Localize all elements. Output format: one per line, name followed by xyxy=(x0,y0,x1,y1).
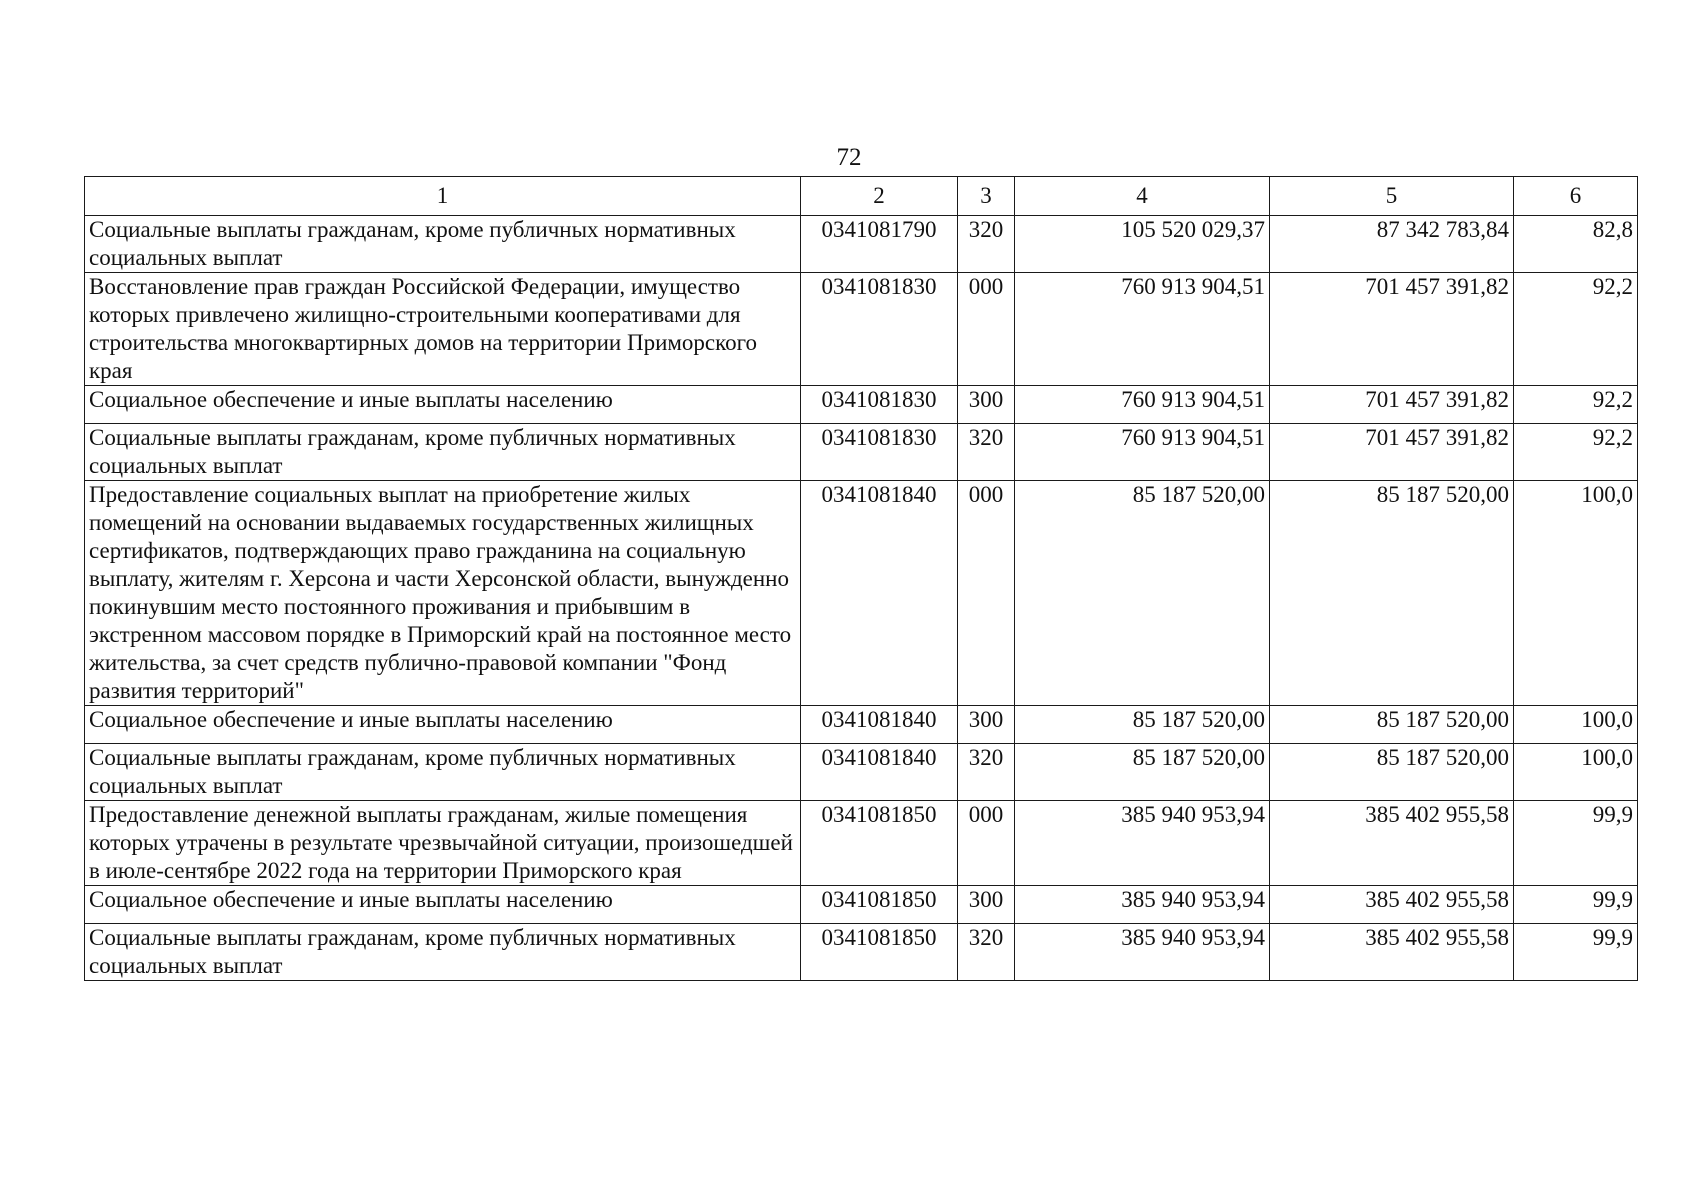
row-percent-cell: 92,2 xyxy=(1514,424,1638,481)
row-code-cell: 0341081830 xyxy=(801,386,958,424)
report-table xyxy=(84,176,1638,981)
row-name-cell: Социальные выплаты гражданам, кроме публичных нормативных социальных выплат xyxy=(85,424,801,481)
row-code-cell: 0341081830 xyxy=(801,273,958,386)
row-name-cell: Социальные выплаты гражданам, кроме публичных нормативных социальных выплат xyxy=(85,744,801,801)
row-plan-amount-cell: 105 520 029,37 xyxy=(1015,216,1270,273)
row-fact-amount-cell: 85 187 520,00 xyxy=(1270,481,1514,706)
row-percent-cell: 99,9 xyxy=(1514,886,1638,924)
page-number: 72 xyxy=(836,144,862,171)
row-plan-amount-cell: 85 187 520,00 xyxy=(1015,481,1270,706)
column-header-fact: 5 xyxy=(1270,177,1514,216)
table-row xyxy=(85,424,1638,481)
row-fact-amount-cell: 701 457 391,82 xyxy=(1270,273,1514,386)
row-name-cell: Социальное обеспечение и иные выплаты населению xyxy=(85,386,801,424)
table-row xyxy=(85,801,1638,886)
row-fact-amount-cell: 85 187 520,00 xyxy=(1270,744,1514,801)
row-plan-amount-cell: 385 940 953,94 xyxy=(1015,924,1270,981)
column-header-plan: 4 xyxy=(1015,177,1270,216)
row-code-cell: 0341081840 xyxy=(801,481,958,706)
row-fact-amount-cell: 87 342 783,84 xyxy=(1270,216,1514,273)
row-kvr-cell: 300 xyxy=(958,706,1015,744)
row-plan-amount-cell: 85 187 520,00 xyxy=(1015,706,1270,744)
table-row xyxy=(85,386,1638,424)
row-name-cell: Предоставление социальных выплат на приобретение жилых помещений на основании выдаваемых государственных жилищных сертификатов, подтверждающих право гражданина на социальную выплату, жителям г. Херсона и части Херсонской области, вынужденно покинувшим место постоянного проживания и прибывшим в экстренном массовом порядке в Приморский край на постоянное место жительства, за счет средств публично-правовой компании "Фонд развития территорий" xyxy=(85,481,801,706)
row-name-cell: Предоставление денежной выплаты гражданам, жилые помещения которых утрачены в результате чрезвычайной ситуации, произошедшей в июле-сентябре 2022 года на территории Приморского края xyxy=(85,801,801,886)
row-fact-amount-cell: 385 402 955,58 xyxy=(1270,924,1514,981)
row-kvr-cell: 320 xyxy=(958,424,1015,481)
row-fact-amount-cell: 701 457 391,82 xyxy=(1270,424,1514,481)
row-fact-amount-cell: 385 402 955,58 xyxy=(1270,886,1514,924)
table-row xyxy=(85,481,1638,706)
row-code-cell: 0341081840 xyxy=(801,706,958,744)
table-row xyxy=(85,924,1638,981)
row-plan-amount-cell: 760 913 904,51 xyxy=(1015,424,1270,481)
row-code-cell: 0341081840 xyxy=(801,744,958,801)
row-code-cell: 0341081790 xyxy=(801,216,958,273)
row-kvr-cell: 000 xyxy=(958,801,1015,886)
row-kvr-cell: 320 xyxy=(958,924,1015,981)
row-code-cell: 0341081850 xyxy=(801,886,958,924)
row-name-cell: Социальное обеспечение и иные выплаты населению xyxy=(85,706,801,744)
row-percent-cell: 92,2 xyxy=(1514,386,1638,424)
row-plan-amount-cell: 385 940 953,94 xyxy=(1015,801,1270,886)
row-percent-cell: 99,9 xyxy=(1514,924,1638,981)
row-name-cell: Социальные выплаты гражданам, кроме публичных нормативных социальных выплат xyxy=(85,216,801,273)
row-kvr-cell: 300 xyxy=(958,386,1015,424)
row-name-cell: Восстановление прав граждан Российской Федерации, имущество которых привлечено жилищно-строительными кооперативами для строительства многоквартирных домов на территории Приморского края xyxy=(85,273,801,386)
row-name-cell: Социальное обеспечение и иные выплаты населению xyxy=(85,886,801,924)
row-plan-amount-cell: 760 913 904,51 xyxy=(1015,386,1270,424)
column-header-code: 2 xyxy=(801,177,958,216)
row-kvr-cell: 000 xyxy=(958,273,1015,386)
row-percent-cell: 100,0 xyxy=(1514,744,1638,801)
row-plan-amount-cell: 760 913 904,51 xyxy=(1015,273,1270,386)
table-row xyxy=(85,744,1638,801)
row-percent-cell: 82,8 xyxy=(1514,216,1638,273)
row-code-cell: 0341081850 xyxy=(801,924,958,981)
row-plan-amount-cell: 85 187 520,00 xyxy=(1015,744,1270,801)
row-fact-amount-cell: 701 457 391,82 xyxy=(1270,386,1514,424)
column-header-name: 1 xyxy=(85,177,801,216)
column-header-kvr: 3 xyxy=(958,177,1015,216)
row-kvr-cell: 320 xyxy=(958,744,1015,801)
column-number-row xyxy=(85,177,1638,216)
table-row xyxy=(85,216,1638,273)
table-row xyxy=(85,273,1638,386)
row-percent-cell: 99,9 xyxy=(1514,801,1638,886)
row-kvr-cell: 300 xyxy=(958,886,1015,924)
row-name-cell: Социальные выплаты гражданам, кроме публичных нормативных социальных выплат xyxy=(85,924,801,981)
row-kvr-cell: 320 xyxy=(958,216,1015,273)
row-code-cell: 0341081850 xyxy=(801,801,958,886)
row-percent-cell: 100,0 xyxy=(1514,481,1638,706)
row-fact-amount-cell: 385 402 955,58 xyxy=(1270,801,1514,886)
row-percent-cell: 92,2 xyxy=(1514,273,1638,386)
column-header-percent: 6 xyxy=(1514,177,1638,216)
table-row xyxy=(85,706,1638,744)
row-fact-amount-cell: 85 187 520,00 xyxy=(1270,706,1514,744)
row-code-cell: 0341081830 xyxy=(801,424,958,481)
table-body xyxy=(85,216,1638,981)
row-plan-amount-cell: 385 940 953,94 xyxy=(1015,886,1270,924)
row-kvr-cell: 000 xyxy=(958,481,1015,706)
table-row xyxy=(85,886,1638,924)
row-percent-cell: 100,0 xyxy=(1514,706,1638,744)
